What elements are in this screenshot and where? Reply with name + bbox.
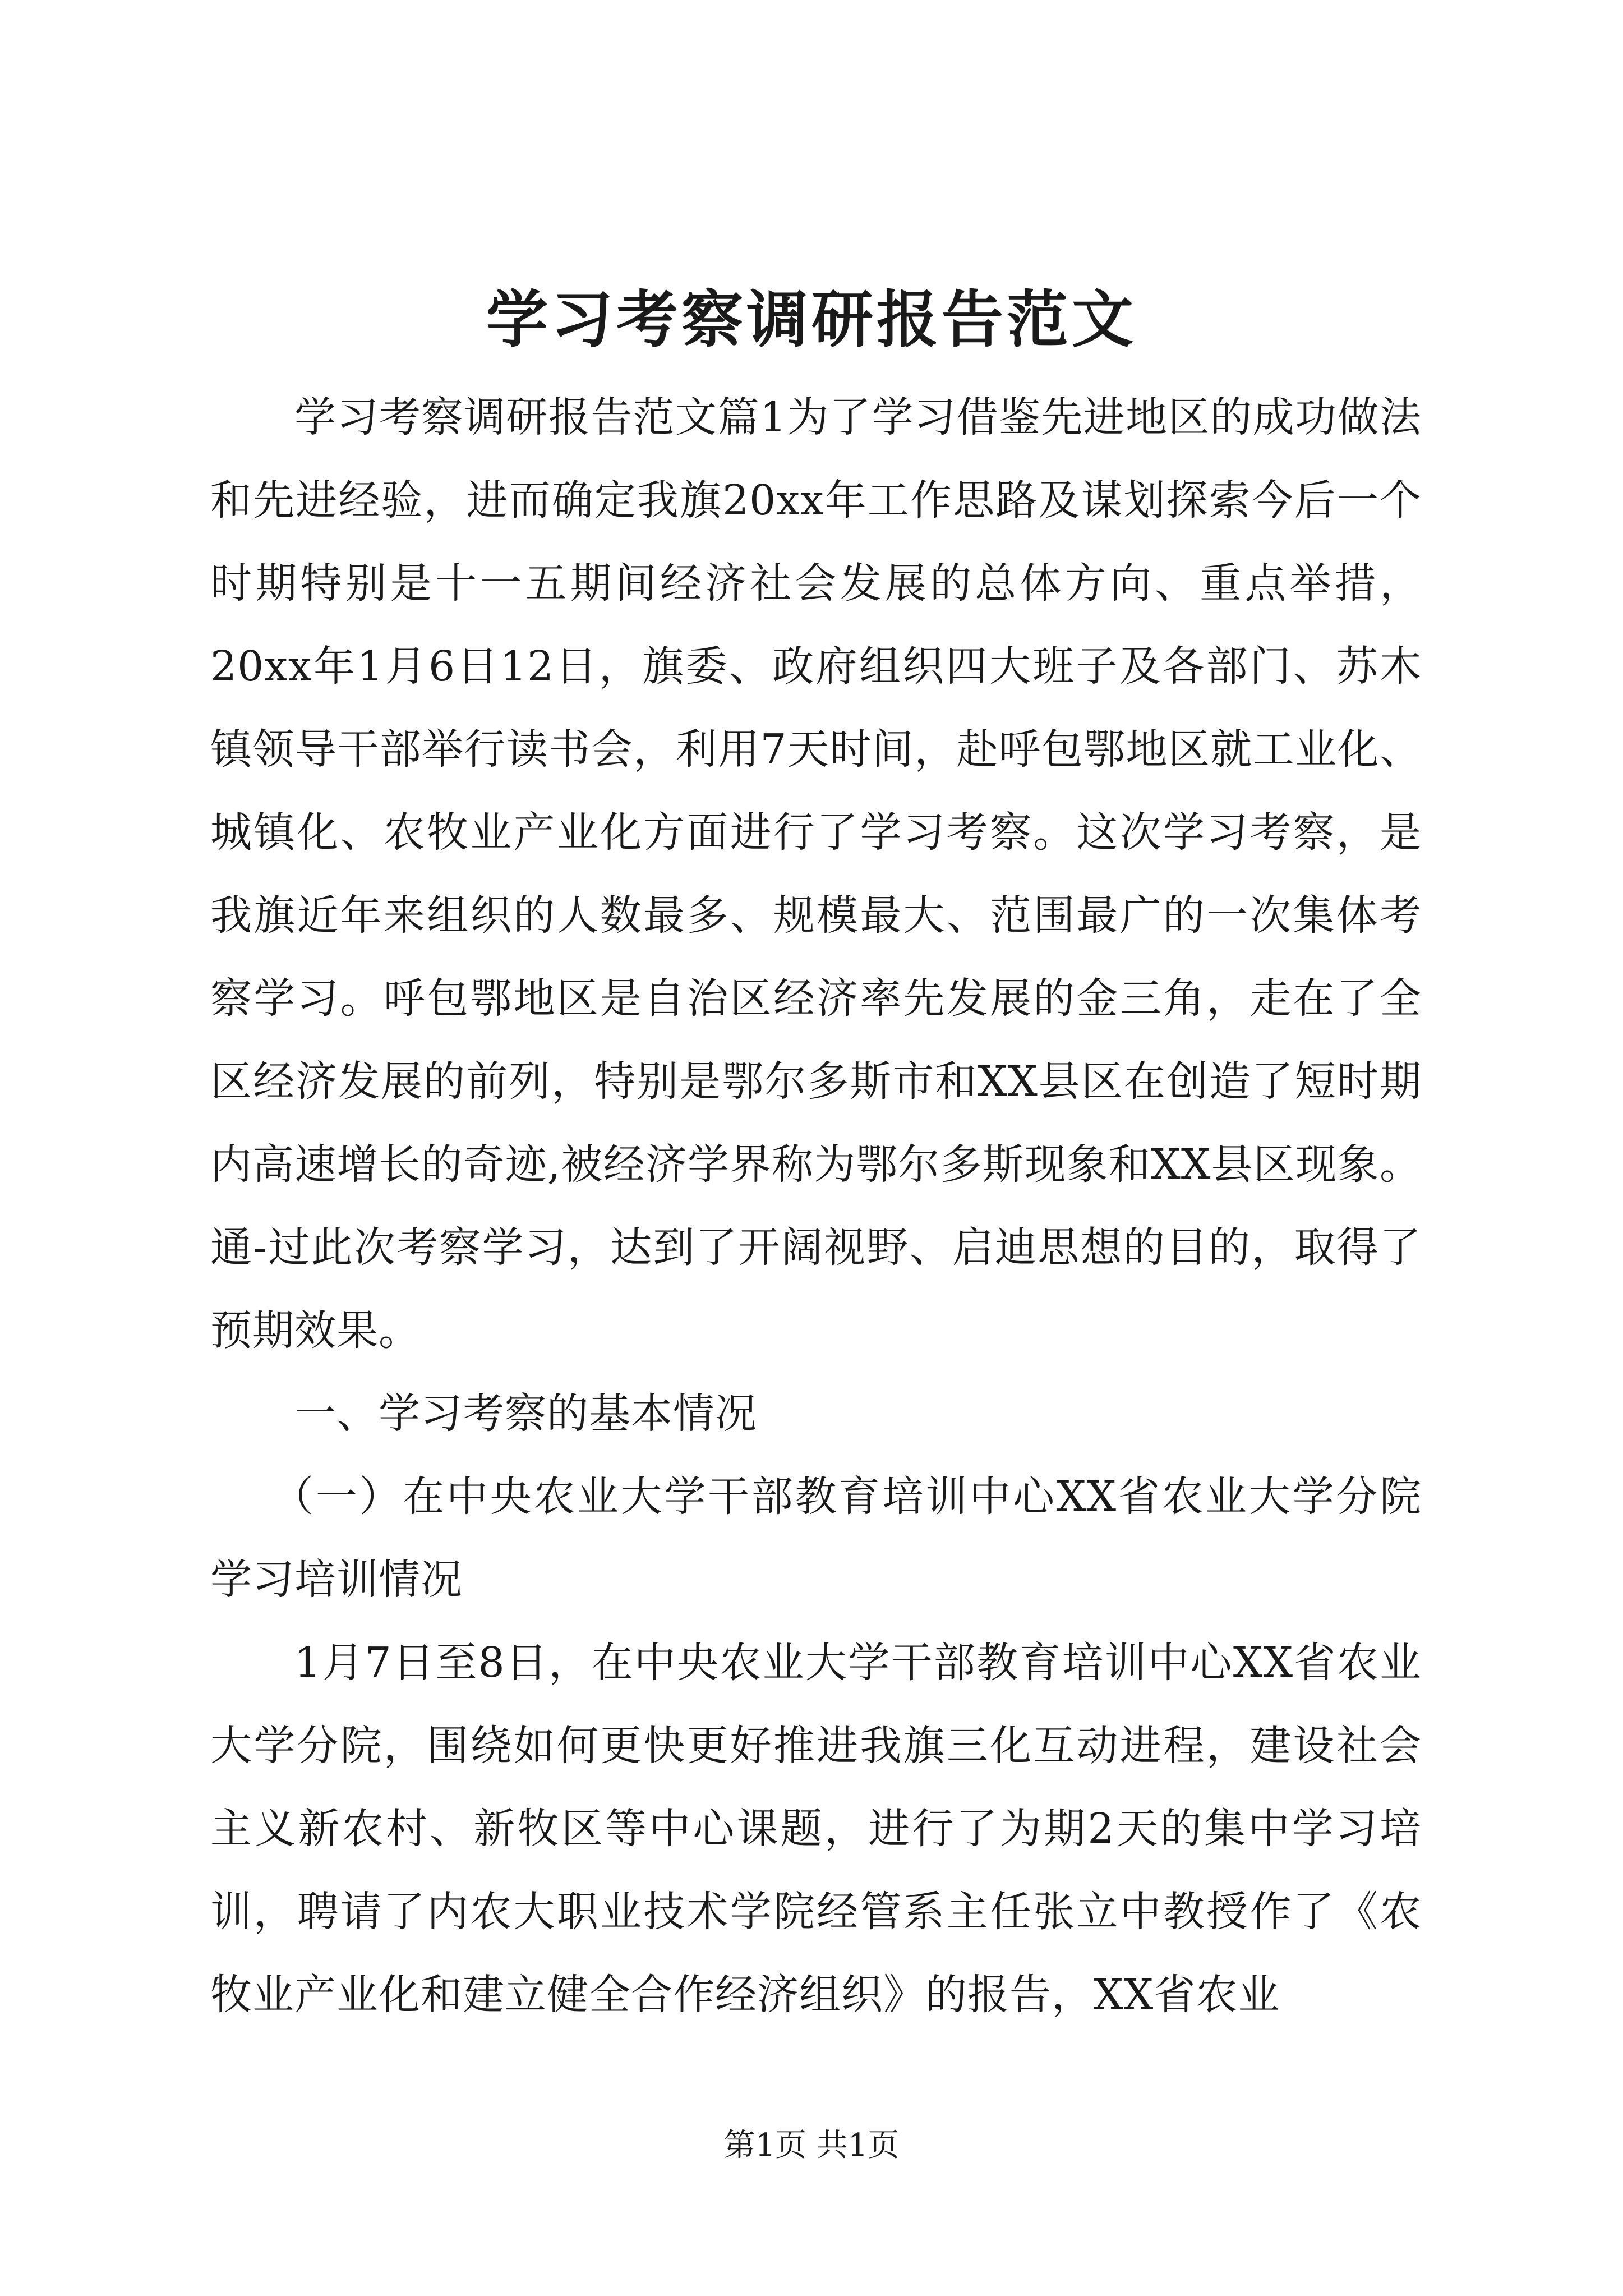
page-number-footer: 第1页 共1页	[723, 2127, 900, 2164]
paragraph-training: 1月7日至8日，在中央农业大学干部教育培训中心XX省农业大学分院，围绕如何更快更好推进我旗三化互动进程，建设社会主义新农村、新牧区等中心课题，进行了为期2天的集中学习培训，聘请了内农大职业技术学院经管系主任张立中教授作了《农牧业产业化和建立健全合作经济组织》的报告，XX省农业	[210, 1639, 1422, 2019]
section-heading-1: 一、学习考察的基本情况	[294, 1389, 757, 1438]
paragraph-intro: 学习考察调研报告范文篇1为了学习借鉴先进地区的成功做法和先进经验，进而确定我旗20xx年工作思路及谋划探索今后一个时期特别是十一五期间经济社会发展的总体方向、重点举措，20xx年1月6日12日，旗委、政府组织四大班子及各部门、苏木镇领导干部举行读书会，利用7天时间，赴呼包鄂地区就工业化、城镇化、农牧业产业化方面进行了学习考察。这次学习考察，是我旗近年来组织的人数最多、规模最大、范围最广的一次集体考察学习。呼包鄂地区是自治区经济率先发展的金三角，走在了全区经济发展的前列，特别是鄂尔多斯市和XX县区在创造了短时期内高速增长的奇迹,被经济学界称为鄂尔多斯现象和XX县区现象。通-过此次考察学习，达到了开阔视野、启迪思想的目的，取得了预期效果。	[210, 393, 1422, 1355]
document-title: 学习考察调研报告范文	[486, 283, 1137, 356]
document-body	[210, 376, 1422, 2036]
subsection-heading-1: （一）在中央农业大学干部教育培训中心XX省农业大学分院学习培训情况	[210, 1473, 1422, 1604]
